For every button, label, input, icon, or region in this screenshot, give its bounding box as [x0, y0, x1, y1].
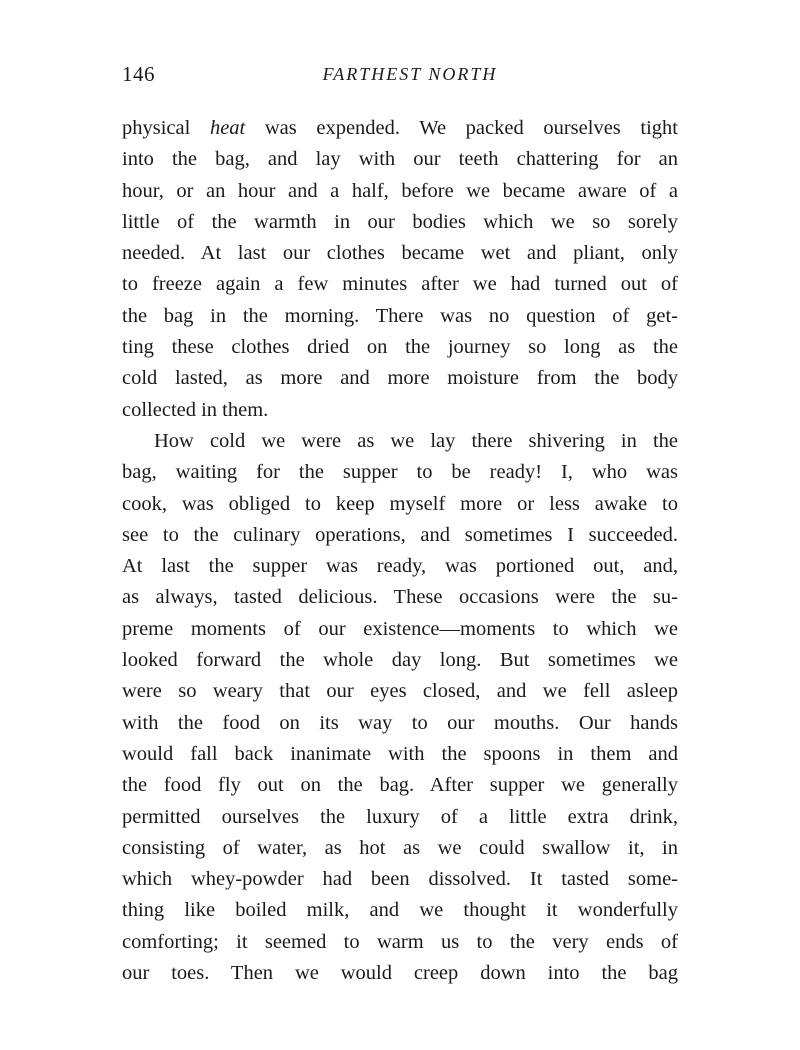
text-line: would fall back inanimate with the spoons in them and — [122, 742, 678, 765]
text-line: looked forward the whole day long. But sometimes we — [122, 649, 678, 672]
italic-word: heat — [209, 117, 246, 139]
text-line: our toes. Then we would creep down into the bag — [122, 962, 678, 985]
paragraph-start-line: How cold we were as we lay there shivering in the — [154, 429, 678, 452]
running-title: FARTHEST NORTH — [322, 64, 498, 84]
text-line: the food fly out on the bag. After supper we generally — [122, 774, 678, 797]
text-line: were so weary that our eyes closed, and we fell asleep — [122, 680, 678, 703]
text-line: permitted ourselves the luxury of a little extra drink, — [122, 805, 678, 828]
text-line: cold lasted, as more and more moisture from the body — [122, 367, 678, 390]
text-line: consisting of water, as hot as we could swallow it, in — [122, 836, 678, 859]
running-head — [122, 62, 678, 92]
text-line: needed. At last our clothes became wet and pliant, only — [122, 242, 678, 265]
paragraph-end-line: collected in them. — [122, 398, 269, 421]
text-line: hour, or an hour and a half, before we became aware of a — [122, 179, 678, 202]
text-line: see to the culinary operations, and sometimes I succeeded. — [122, 523, 678, 546]
text-line: with the food on its way to our mouths. Our hands — [122, 711, 678, 734]
text-line: physical heat was expended. We packed ourselves tight — [122, 117, 678, 139]
text-line: ting these clothes dried on the journey so long as the — [122, 336, 678, 359]
page-number: 146 — [122, 62, 155, 86]
body-text — [122, 113, 678, 989]
text-line: preme moments of our existence—moments to which we — [122, 617, 678, 640]
text-line: as always, tasted delicious. These occasions were the su- — [122, 586, 678, 609]
text-line: bag, waiting for the supper to be ready! I, who was — [122, 461, 678, 484]
text-line: the bag in the morning. There was no question of get- — [122, 304, 678, 327]
text-line: into the bag, and lay with our teeth chattering for an — [122, 148, 678, 171]
text-line: cook, was obliged to keep myself more or less awake to — [122, 492, 678, 515]
text-line: little of the warmth in our bodies which we so sorely — [122, 210, 678, 233]
text-line: to freeze again a few minutes after we had turned out of — [122, 273, 678, 296]
text-line: which whey-powder had been dissolved. It tasted some- — [122, 868, 678, 891]
text-line: comforting; it seemed to warm us to the very ends of — [122, 930, 678, 953]
text-line: thing like boiled milk, and we thought it wonderfully — [122, 899, 678, 922]
text-line: At last the supper was ready, was portioned out, and, — [122, 555, 678, 578]
